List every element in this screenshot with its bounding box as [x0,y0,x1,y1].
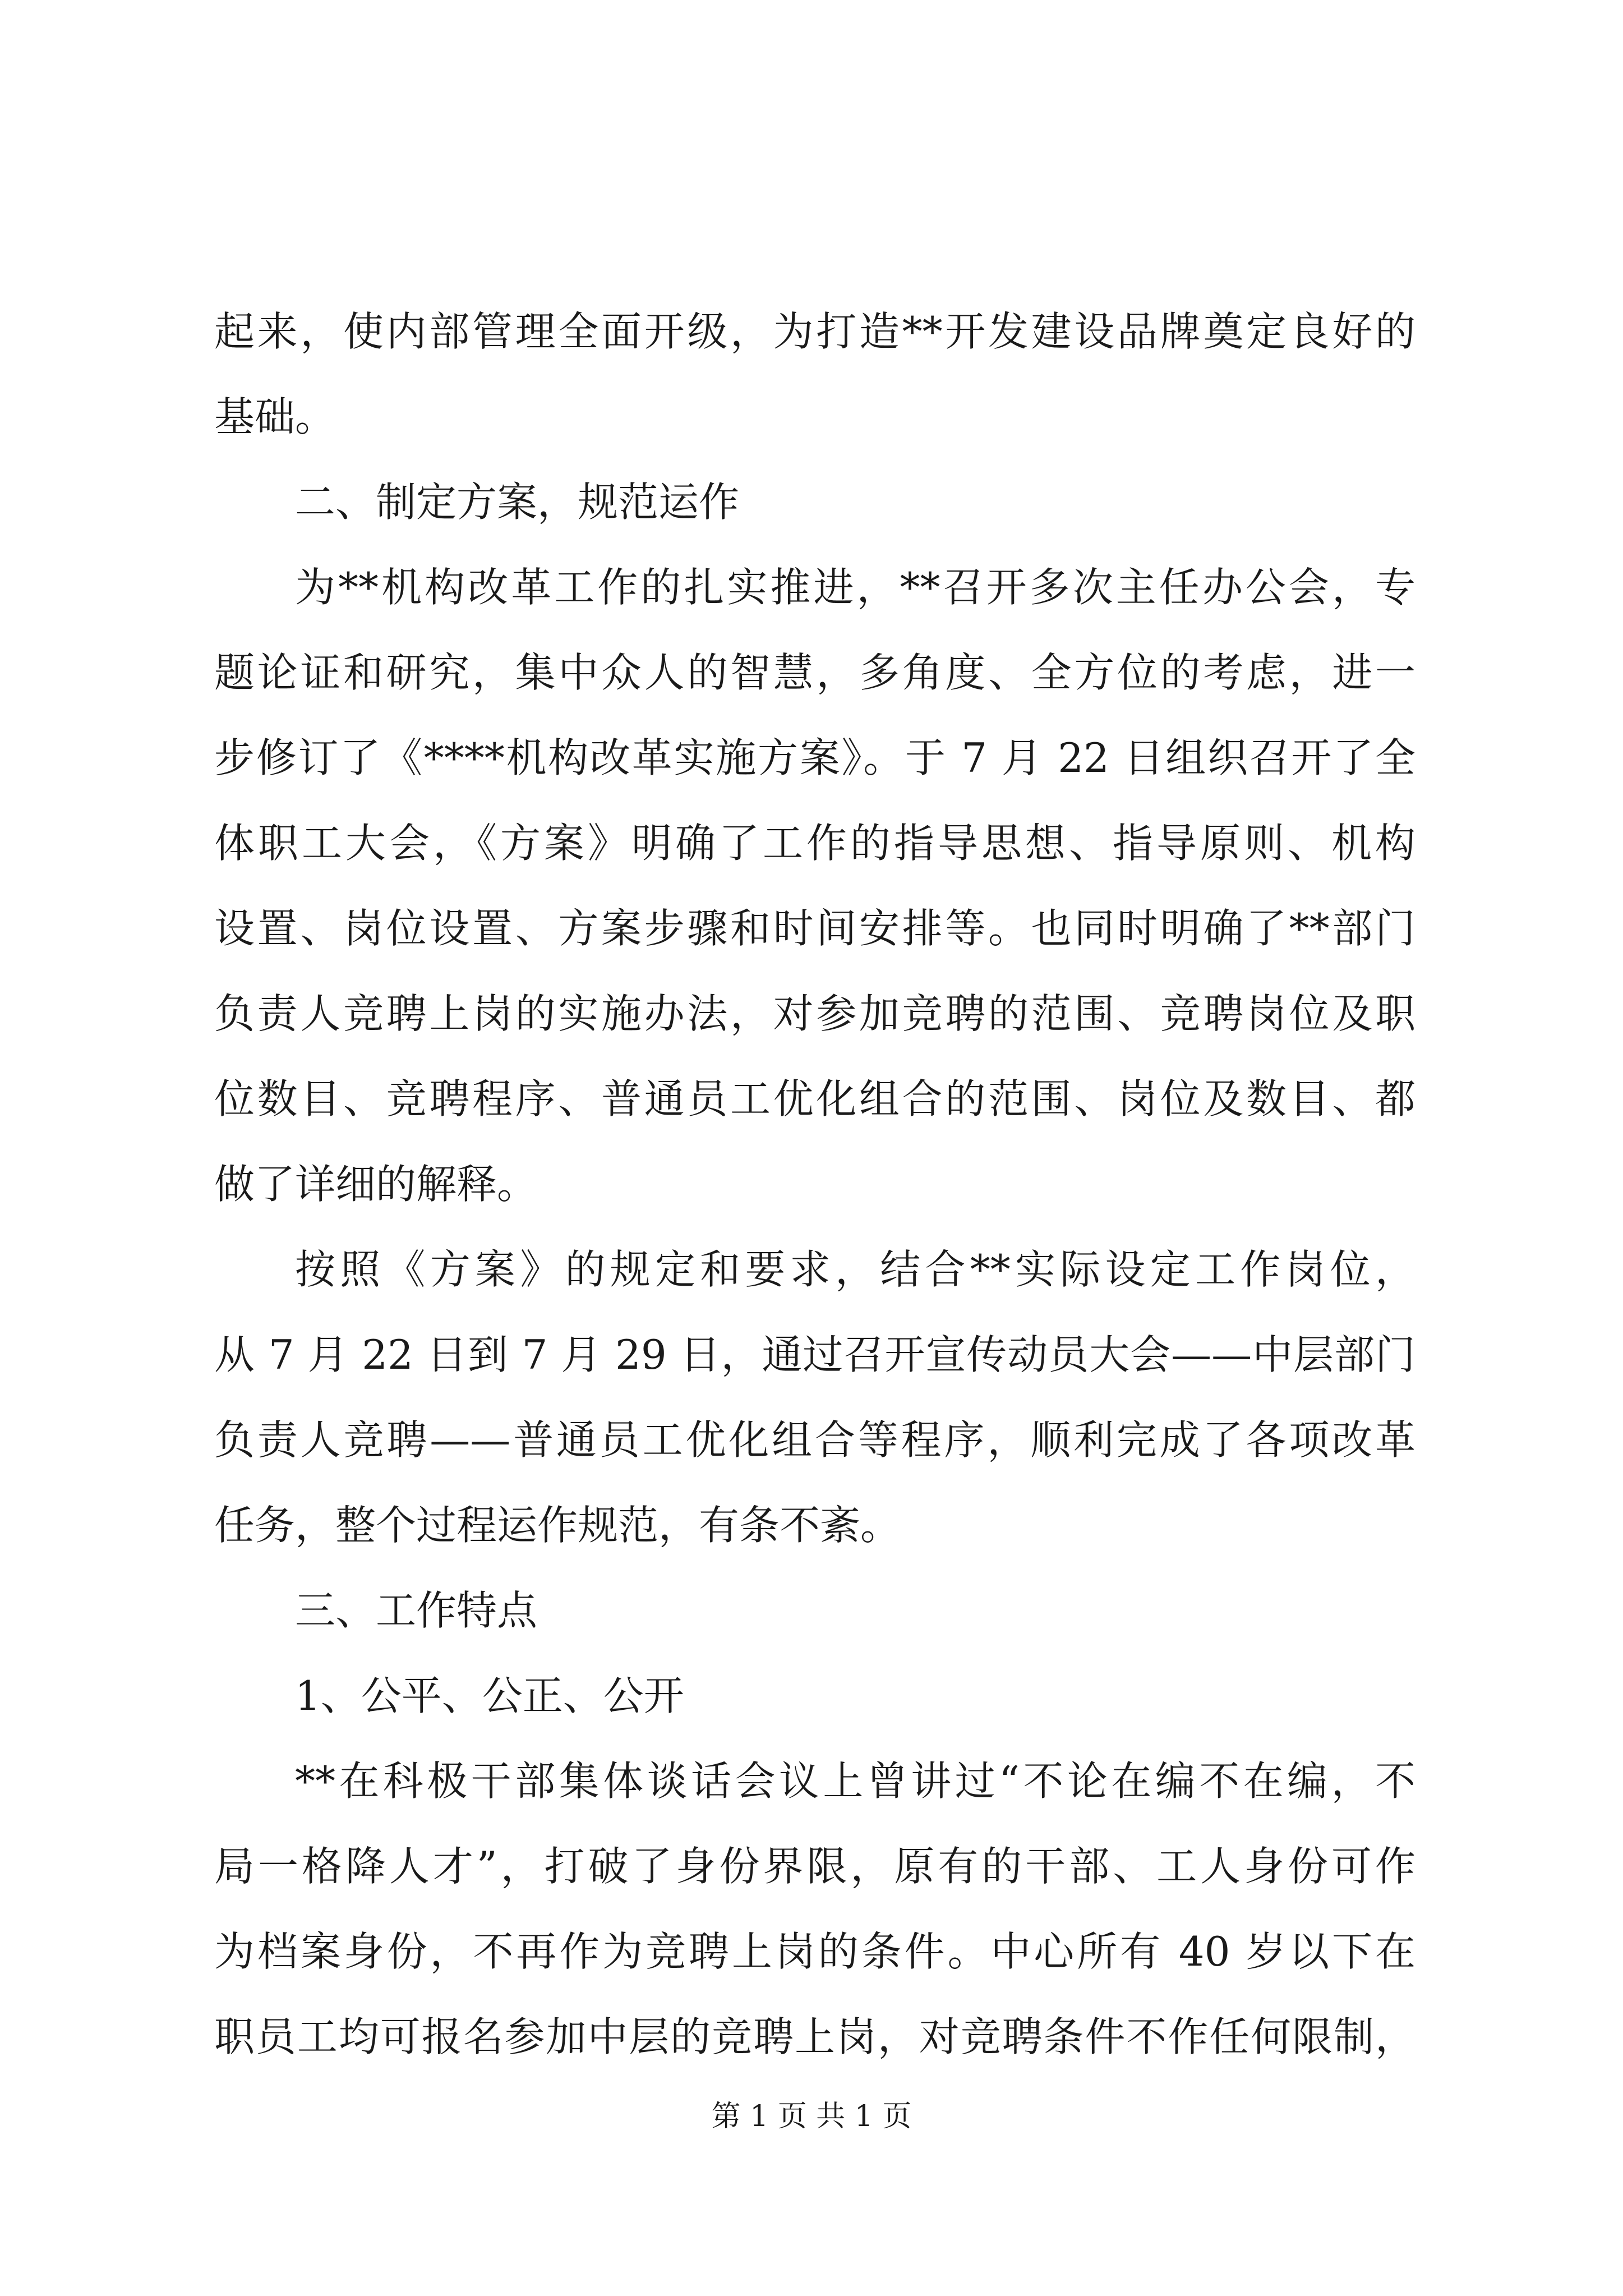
text-line: 起来，使内部管理全面开级，为打造**开发建设品牌奠定良好的 [214,308,1415,355]
document-body [214,289,1415,2079]
text-line: 按照《方案》的规定和要求，结合**实际设定工作岗位， [295,1246,1415,1293]
text-line: **在科极干部集体谈话会议上曾讲过“不论在编不在编，不 [295,1757,1415,1805]
text-line: 从 7 月 22 日到 7 月 29 日，通过召开宣传动员大会——中层部门 [214,1331,1415,1378]
subsection-heading: 1、公平、公正、公开 [295,1672,684,1719]
page-number-label: 第 1 页 共 1 页 [711,2100,912,2133]
text-line: 负责人竞聘——普通员工优化组合等程序，顺利完成了各项改革 [214,1416,1415,1464]
text-line: 基础。 [214,393,336,440]
text-line: 为档案身份，不再作为竞聘上岗的条件。中心所有 40 岁以下在 [214,1928,1415,1975]
text-line: 位数目、竞聘程序、普通员工优化组合的范围、岗位及数目、都 [214,1075,1415,1122]
text-line: 任务，整个过程运作规范，有条不紊。 [214,1502,901,1549]
text-line: 题论证和研究，集中众人的智慧，多角度、全方位的考虑，进一 [214,649,1415,696]
text-line: 为**机构改革工作的扎实推进，**召开多次主任办公会，专 [295,564,1415,611]
text-line: 局一格降人才”，打破了身份界限，原有的干部、工人身份可作 [214,1843,1415,1890]
section-heading: 二、制定方案，规范运作 [295,478,740,526]
text-line: 步修订了《****机构改革实施方案》。于 7 月 22 日组织召开了全 [214,734,1415,781]
text-line: 做了详细的解释。 [214,1161,538,1208]
text-line: 体职工大会，《方案》明确了工作的指导思想、指导原则、机构 [214,820,1415,867]
section-heading: 三、工作特点 [295,1587,538,1634]
text-line: 负责人竞聘上岗的实施办法，对参加竞聘的范围、竞聘岗位及职 [214,990,1415,1037]
text-line: 设置、岗位设置、方案步骤和时间安排等。也同时明确了**部门 [214,905,1415,952]
text-line: 职员工均可报名参加中层的竞聘上岗，对竞聘条件不作任何限制， [214,2013,1415,2060]
page-footer [0,2097,1623,2136]
